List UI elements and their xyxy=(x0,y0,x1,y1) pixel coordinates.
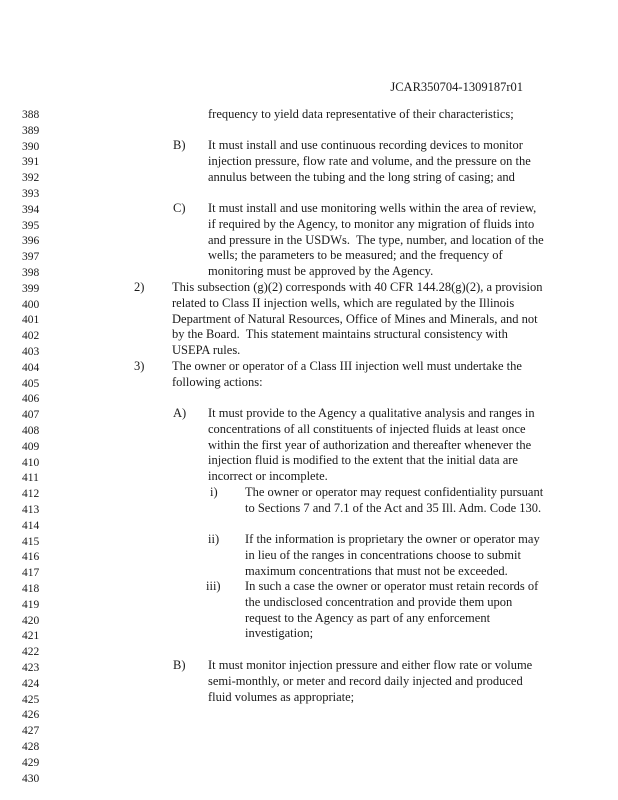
line-number: 389 xyxy=(22,124,40,137)
text-i xyxy=(245,485,543,517)
text-line: Department of Natural Resources, Office of Mines and Minerals, and not xyxy=(172,311,538,326)
line-number: 401 xyxy=(22,314,40,327)
line-number: 394 xyxy=(22,203,40,216)
text-line: USEPA rules. xyxy=(172,343,241,358)
text-line: fluid volumes as appropriate; xyxy=(208,689,355,704)
line-number: 413 xyxy=(22,504,40,516)
line-number: 420 xyxy=(22,614,40,627)
text-line: It must install and use continuous recording devices to monitor xyxy=(208,138,523,152)
text-line: semi-monthly, or meter and record daily injected and produced xyxy=(208,673,523,688)
text-B-1 xyxy=(208,138,531,185)
text-line: to Sections 7 and 7.1 of the Act and 35 Ill. Adm. Code 130. xyxy=(245,500,542,515)
text-line: incorrect or incomplete. xyxy=(208,469,328,484)
line-number: 390 xyxy=(22,140,40,153)
line-number: 409 xyxy=(22,440,40,453)
text-line: by the Board. This statement maintains structural consistency with xyxy=(172,327,508,342)
line-number: 405 xyxy=(22,377,40,390)
line-number: 404 xyxy=(22,361,40,374)
text-ii xyxy=(245,532,540,579)
line-number: 423 xyxy=(22,662,40,674)
text-C-1 xyxy=(208,201,544,280)
text-line: The owner or operator may request confidentiality pursuant xyxy=(245,485,544,499)
text-line: following actions: xyxy=(172,374,263,389)
line-number: 416 xyxy=(22,551,40,564)
text-line: related to Class II injection wells, which are regulated by the Illinois xyxy=(172,295,515,310)
text-line: This subsection (g)(2) corresponds with 40 CFR 144.28(g)(2), a provision xyxy=(172,280,543,294)
line-number: 407 xyxy=(22,409,40,422)
marker-B-2: B) xyxy=(173,658,186,672)
text-line: wells; the parameters to be measured; and the frequency of xyxy=(208,248,503,263)
marker-3: 3) xyxy=(134,359,145,373)
line-number: 388 xyxy=(22,109,40,121)
line-number: 391 xyxy=(22,156,40,169)
text-388 xyxy=(208,107,514,123)
marker-A: A) xyxy=(173,406,187,420)
line-number: 392 xyxy=(22,172,40,185)
text-line: The owner or operator of a Class III injection well must undertake the xyxy=(172,359,522,373)
marker-i: i) xyxy=(210,485,218,499)
text-line: injection fluid is modified to the extent that the initial data are xyxy=(208,453,518,468)
document-header-id: JCAR350704-1309187r01 xyxy=(390,80,523,94)
marker-2: 2) xyxy=(134,280,145,294)
line-number: 402 xyxy=(22,330,40,343)
marker-iii: iii) xyxy=(206,579,221,593)
text-line: request to the Agency as part of any enforcement xyxy=(245,610,491,625)
line-number: 414 xyxy=(22,519,40,532)
text-line: injection pressure, flow rate and volume, and the pressure on the xyxy=(208,153,531,168)
text-line: frequency to yield data representative of their characteristics; xyxy=(208,107,514,121)
line-number: 412 xyxy=(22,488,40,501)
line-number: 411 xyxy=(22,472,39,485)
text-iii xyxy=(245,579,538,642)
text-line: if required by the Agency, to monitor any migration of fluids into xyxy=(208,216,535,231)
text-line: monitoring must be approved by the Agency. xyxy=(208,264,434,279)
line-number: 406 xyxy=(22,393,40,406)
marker-C-1: C) xyxy=(173,201,186,215)
text-B-2 xyxy=(208,658,532,705)
line-number: 403 xyxy=(22,346,40,358)
line-number: 417 xyxy=(22,567,40,580)
line-number: 425 xyxy=(22,693,40,706)
text-line: concentrations of all constituents of injected fluids at least once xyxy=(208,421,526,436)
text-line: If the information is proprietary the owner or operator may xyxy=(245,532,540,546)
line-number: 429 xyxy=(22,756,40,769)
text-A xyxy=(208,406,535,485)
line-number: 430 xyxy=(22,772,40,785)
text-line: It must install and use monitoring wells within the area of review, xyxy=(208,201,537,215)
line-number: 393 xyxy=(22,188,40,200)
text-line: It must monitor injection pressure and either flow rate or volume xyxy=(208,658,533,672)
text-line: in lieu of the ranges in concentrations choose to submit xyxy=(245,547,521,562)
line-number: 399 xyxy=(22,282,40,295)
text-line: It must provide to the Agency a qualitative analysis and ranges in xyxy=(208,406,535,420)
text-line: In such a case the owner or operator must retain records of xyxy=(245,579,539,593)
line-number: 400 xyxy=(22,298,40,311)
text-line: maximum concentrations that must not be exceeded. xyxy=(245,563,508,578)
text-line: and pressure in the USDWs. The type, number, and location of the xyxy=(208,232,544,247)
line-number: 418 xyxy=(22,583,40,595)
text-3 xyxy=(172,359,522,391)
line-number: 415 xyxy=(22,535,40,548)
line-number: 427 xyxy=(22,725,40,738)
line-number: 422 xyxy=(22,646,40,659)
marker-B-1: B) xyxy=(173,138,186,152)
line-number: 410 xyxy=(22,456,40,469)
line-number: 398 xyxy=(22,267,40,279)
line-number: 428 xyxy=(22,741,40,753)
line-number: 395 xyxy=(22,219,40,232)
line-number: 408 xyxy=(22,425,40,437)
text-line: investigation; xyxy=(245,626,314,641)
text-line: within the first year of authorization and thereafter whenever the xyxy=(208,437,532,452)
text-line: annulus between the tubing and the long string of casing; and xyxy=(208,169,515,184)
text-line: the undisclosed concentration and provide them upon xyxy=(245,594,513,609)
line-number: 396 xyxy=(22,235,40,248)
line-number: 424 xyxy=(22,677,40,690)
line-number: 419 xyxy=(22,598,40,611)
line-number: 421 xyxy=(22,630,40,643)
line-number: 426 xyxy=(22,709,40,722)
line-number: 397 xyxy=(22,251,40,264)
marker-ii: ii) xyxy=(208,532,220,546)
text-2 xyxy=(172,280,542,359)
